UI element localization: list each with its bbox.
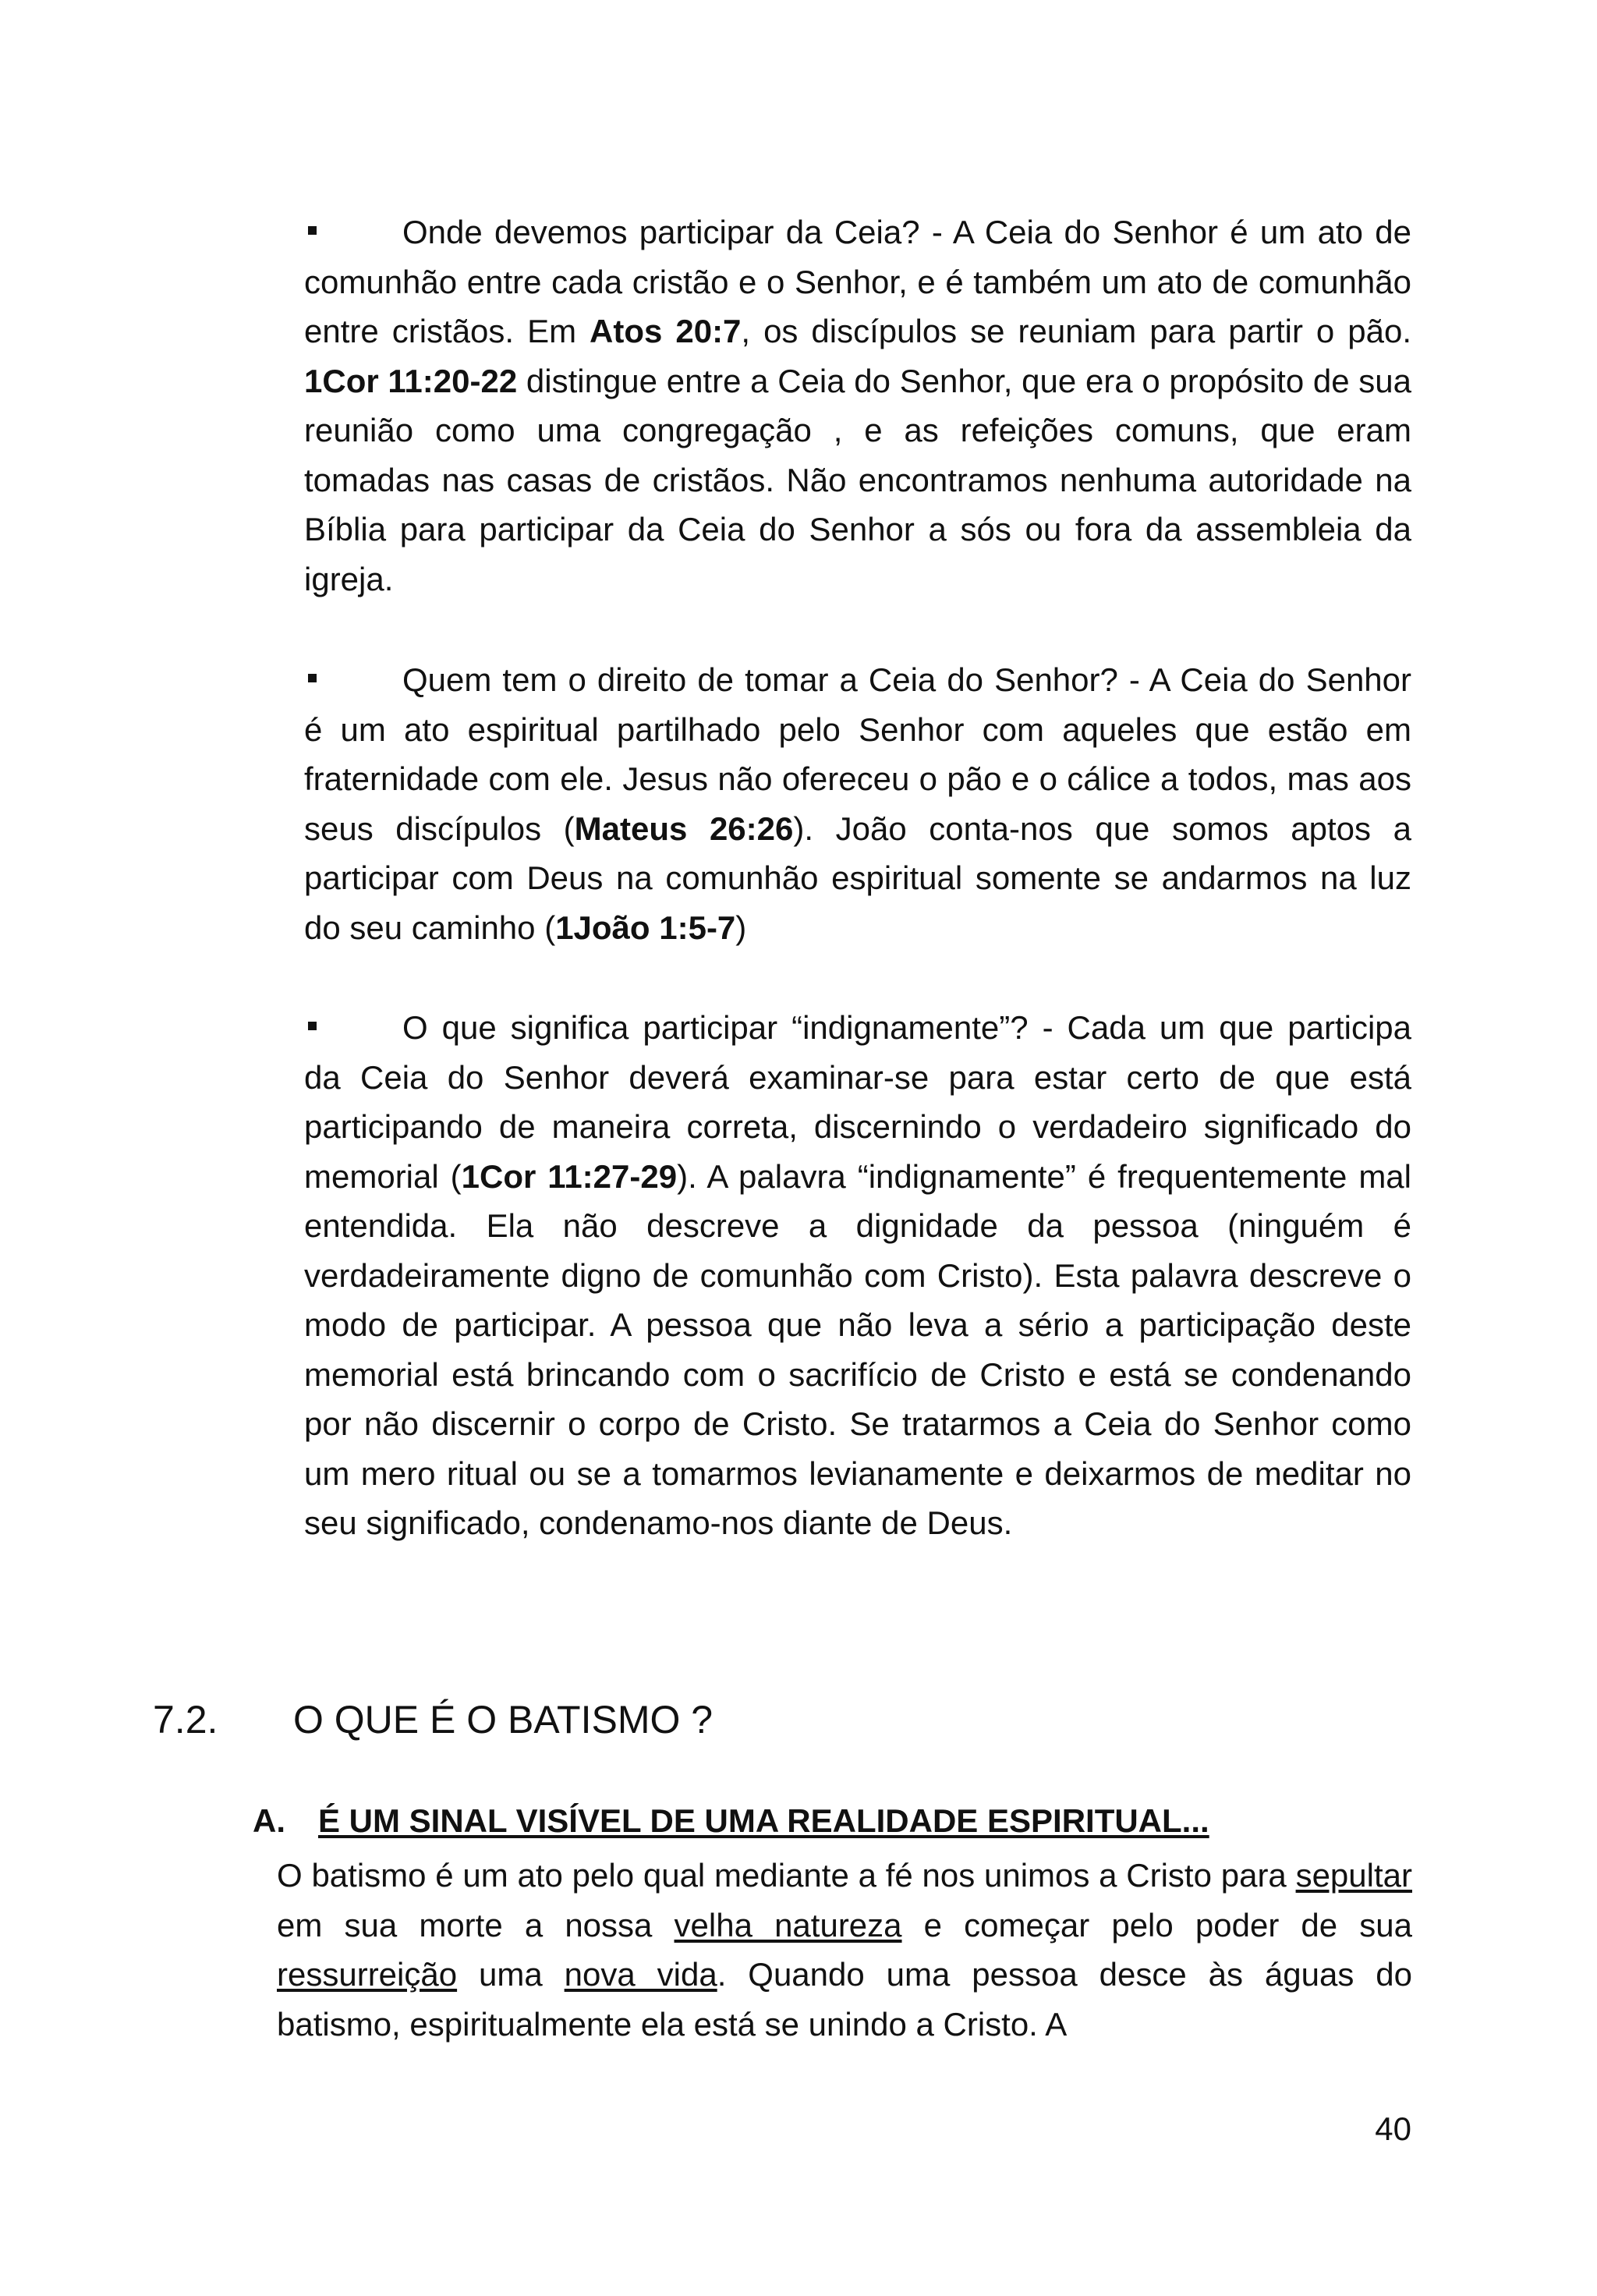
paragraph [277,1851,1412,2049]
text-run: e começar pelo poder de sua [901,1906,1412,1943]
underlined-term: velha natureza [674,1906,902,1943]
subsection-letter: A. [253,1802,285,1839]
text-run: Quem tem o direito de tomar a Ceia do Senhor? - A Ceia do Senhor é um ato espiritual partilhado pelo Senhor com aqueles que estão em fraternidade com ele. Jesus não ofereceu o pão e o cálice a todos, mas aos seus discípulos ( [304,661,1411,847]
batismo-paragraph-block [277,1851,1412,2049]
subsection-heading [253,1798,1209,1844]
text-run: O batismo é um ato pelo qual mediante a fé nos unimos a Cristo para [277,1857,1296,1894]
paragraph [304,207,1411,604]
underlined-term: sepultar [1295,1857,1412,1894]
text-run: O que significa participar “indignamente”? - Cada um que participa da Ceia do Senhor deverá examinar-se para estar certo de que está participando de maneira correta, discernindo o verdadeiro significado do memorial ( [304,1009,1411,1195]
bible-reference: 1Cor 11:20-22 [304,362,518,399]
bullet-item-onde-participar [304,207,1411,604]
text-run: uma [457,1956,565,1993]
section-heading [153,1692,713,1747]
section-title: O QUE É O BATISMO ? [293,1698,714,1741]
underlined-term: nova vida [564,1956,717,1993]
bullet-item-quem-tem-direito [304,655,1411,952]
page-number: 40 [1375,2110,1411,2147]
text-run: distingue entre a Ceia do Senhor, que era o propósito de sua reunião como uma congregação , e as refeições comuns, que eram tomadas nas casas de cristãos. Não encontramos nenhuma autoridade na Bíblia para participar da Ceia do Senhor a sós ou fora da assembleia da igreja. [304,362,1412,597]
subsection-title: É UM SINAL VISÍVEL DE UMA REALIDADE ESPIRITUAL... [318,1802,1209,1839]
text-run: . Quando uma pessoa desce às águas do batismo, espiritualmente ela está se unindo a Cristo. A [277,1956,1412,2043]
text-run: em sua morte a nossa [277,1906,675,1943]
text-run: ) [735,909,747,946]
text-run: , os discípulos se reuniam para partir o pão. [741,313,1412,349]
bible-reference: Atos 20:7 [590,313,742,349]
section-number: 7.2. [153,1698,218,1741]
bible-reference: Mateus 26:26 [574,810,794,847]
text-run: ). A palavra “indignamente” é frequentemente mal entendida. Ela não descreve a dignidade da pessoa (ninguém é verdadeiramente digno de comunhão com Cristo). Esta palavra descreve o modo de participar. A pessoa que não leva a sério a participação deste memorial está brincando com o sacrifício de Cristo e está se condenando por não discernir o corpo de Cristo. Se tratarmos a Ceia do Senhor como um mero ritual ou se a tomarmos levianamente e deixarmos de meditar no seu significado, condenamo-nos diante de Deus. [304,1157,1411,1541]
text-run: ). João conta-nos que somos aptos a participar com Deus na comunhão espiritual somente se andarmos na luz do seu caminho ( [304,810,1411,946]
bullet-item-indignamente [304,1003,1411,1548]
paragraph [304,1003,1411,1548]
paragraph [304,655,1411,952]
bible-reference: 1Cor 11:27-29 [461,1157,678,1195]
bible-reference: 1João 1:5-7 [555,909,736,946]
text-run: Onde devemos participar da Ceia? - A Ceia do Senhor é um ato de comunhão entre cada cristão e o Senhor, e é também um ato de comunhão entre cristãos. Em [304,214,1411,349]
underlined-term: ressurreição [277,1956,458,1993]
